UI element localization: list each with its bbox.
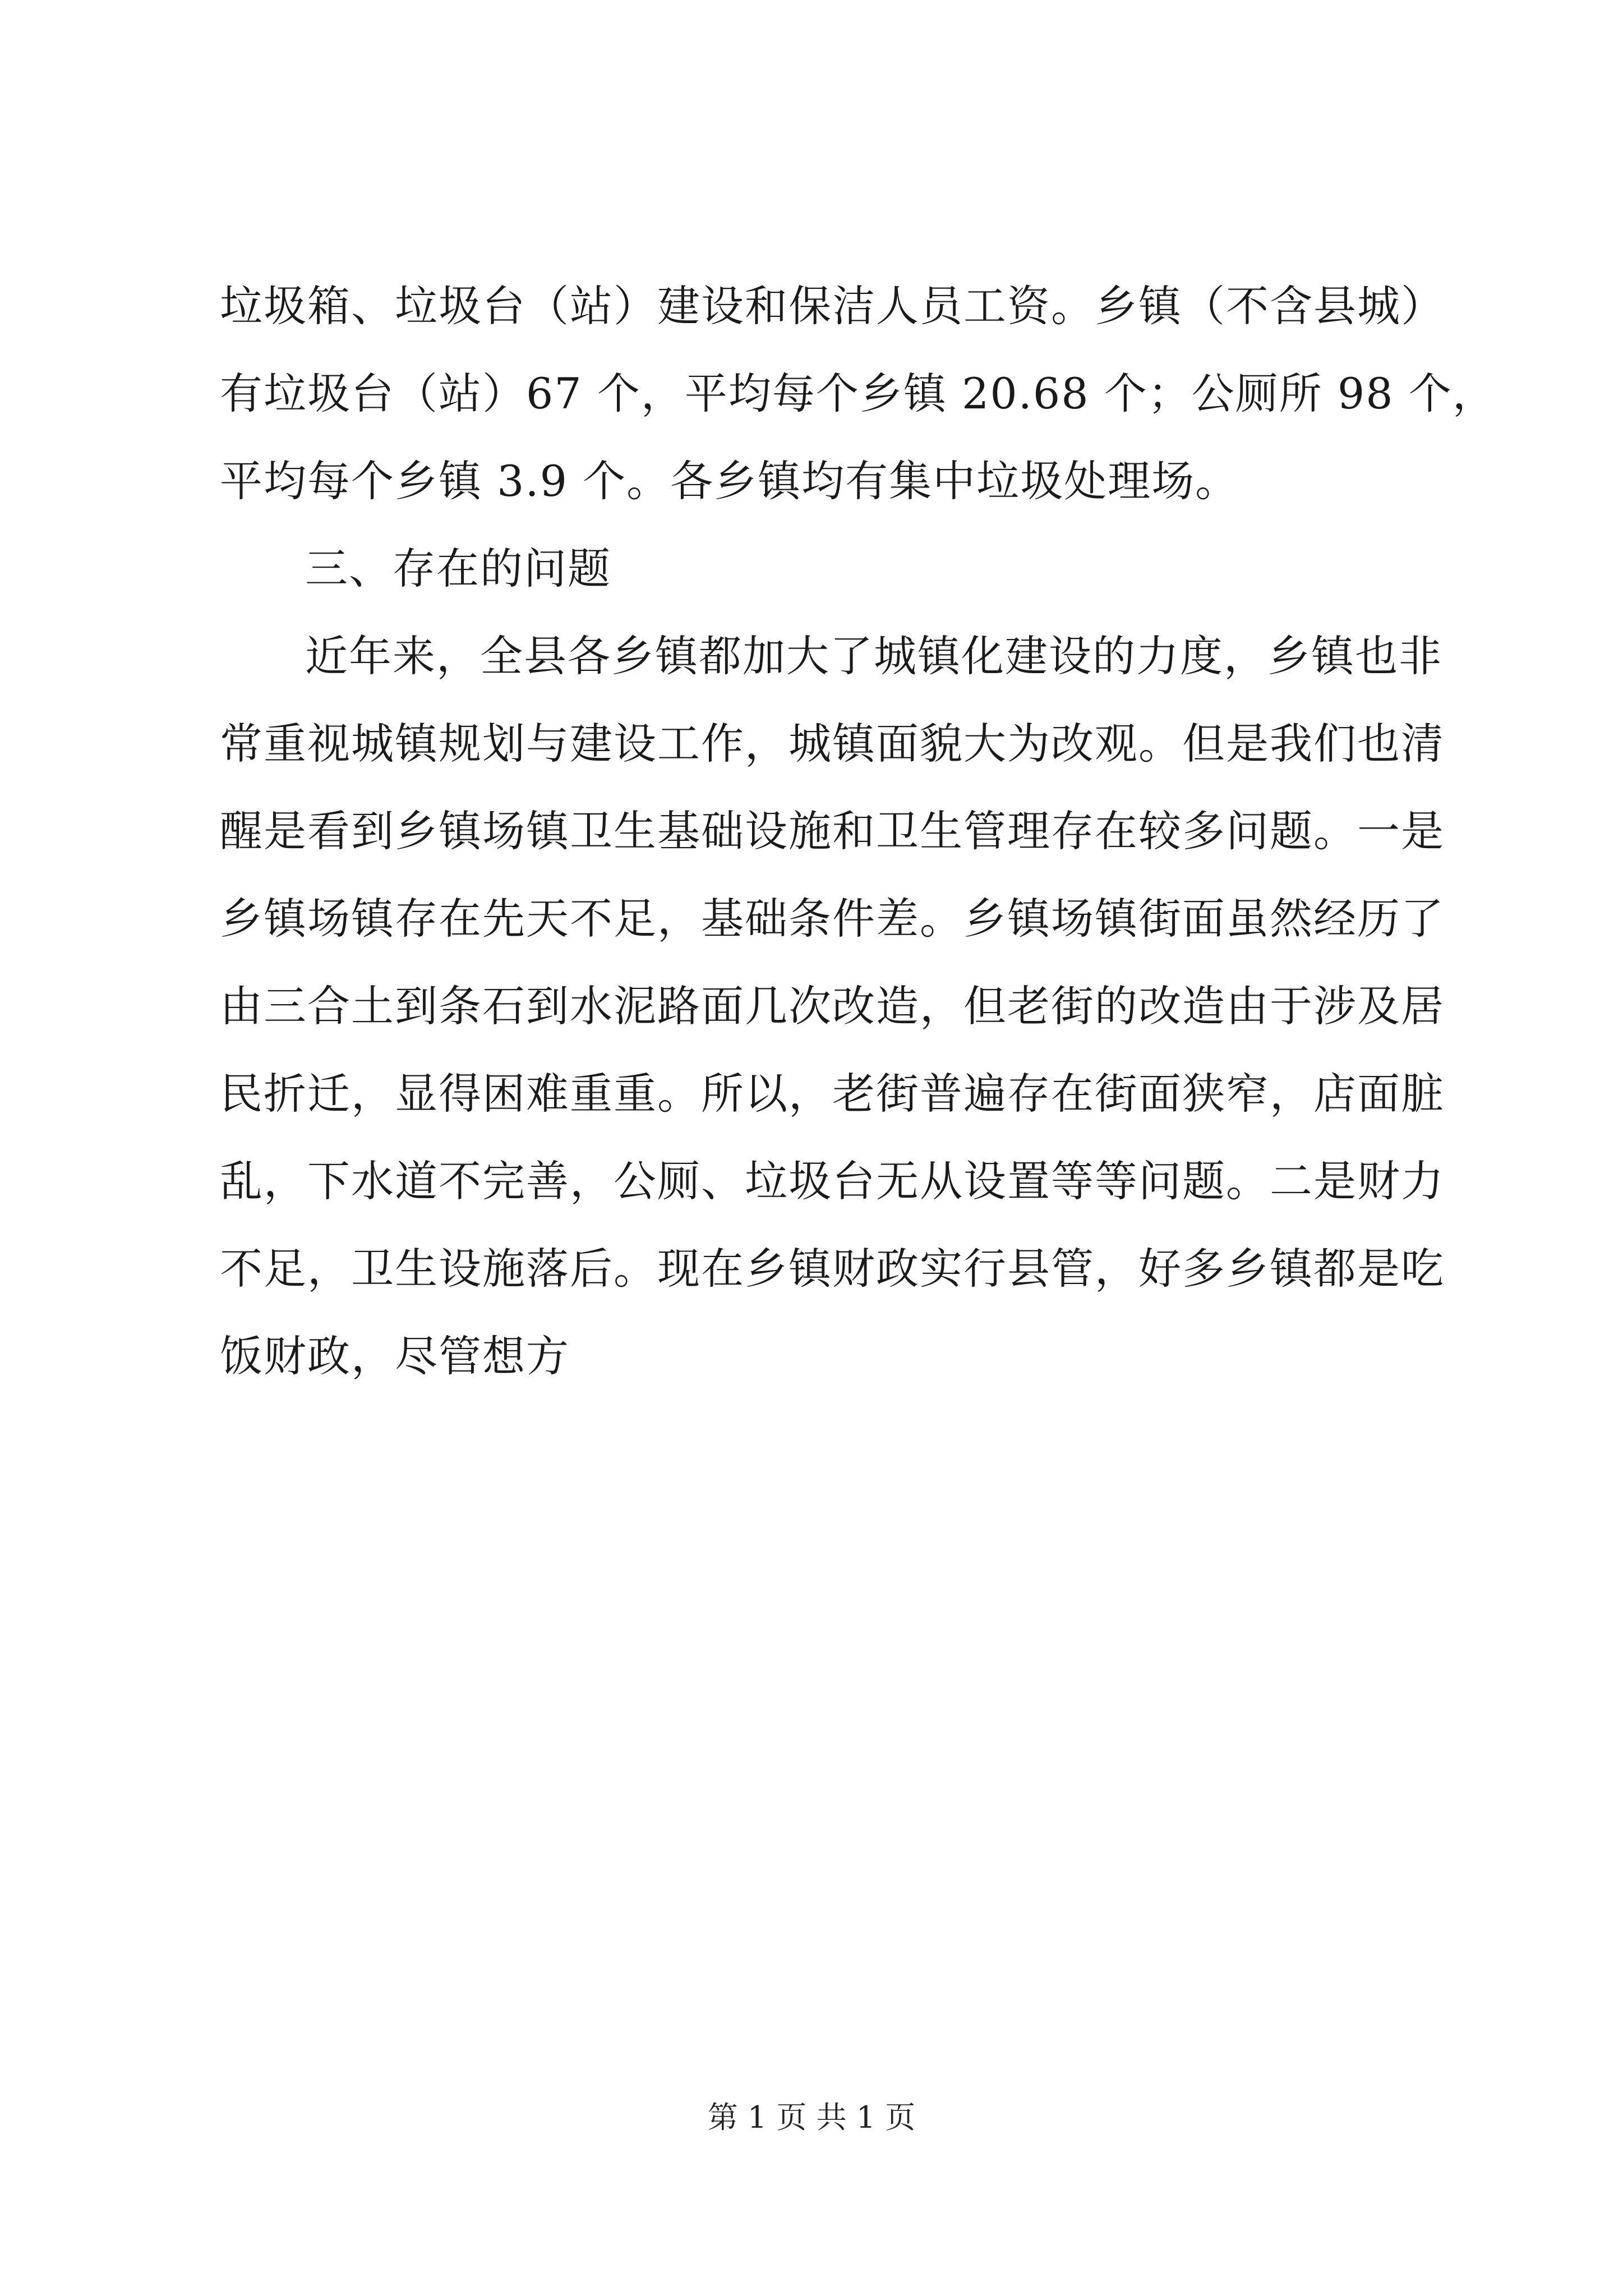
text-line: 醒是看到乡镇场镇卫生基础设施和卫生管理存在较多问题。一是	[220, 806, 1445, 856]
page-footer	[0, 2098, 1623, 2137]
text-line: 平均每个乡镇 3.9 个。各乡镇均有集中垃圾处理场。	[220, 456, 1239, 506]
text-line: 乡镇场镇存在先天不足，基础条件差。乡镇场镇街面虽然经历了	[220, 894, 1445, 944]
text-line: 有垃圾台（站）67 个，平均每个乡镇 20.68 个；公厕所 98 个，	[220, 369, 1496, 418]
text-line: 常重视城镇规划与建设工作，城镇面貌大为改观。但是我们也清	[220, 719, 1445, 769]
text-line: 乱，下水道不完善，公厕、垃圾台无从设置等等问题。二是财力	[220, 1156, 1445, 1206]
text-line: 民折迁，显得困难重重。所以，老街普遍存在街面狭窄，店面脏	[220, 1069, 1445, 1119]
section-heading: 三、存在的问题	[305, 544, 611, 593]
page-number-label: 第 1 页 共 1 页	[707, 2100, 916, 2135]
text-line: 不足，卫生设施落后。现在乡镇财政实行县管，好多乡镇都是吃	[220, 1244, 1445, 1294]
text-line: 饭财政，尽管想方	[220, 1331, 570, 1381]
text-line: 垃圾箱、垃圾台（站）建设和保洁人员工资。乡镇（不含县城）	[220, 281, 1445, 331]
text-line: 近年来，全县各乡镇都加大了城镇化建设的力度，乡镇也非	[305, 631, 1442, 681]
document-body	[220, 263, 1496, 1400]
text-line: 由三合土到条石到水泥路面几次改造，但老街的改造由于涉及居	[220, 981, 1445, 1031]
